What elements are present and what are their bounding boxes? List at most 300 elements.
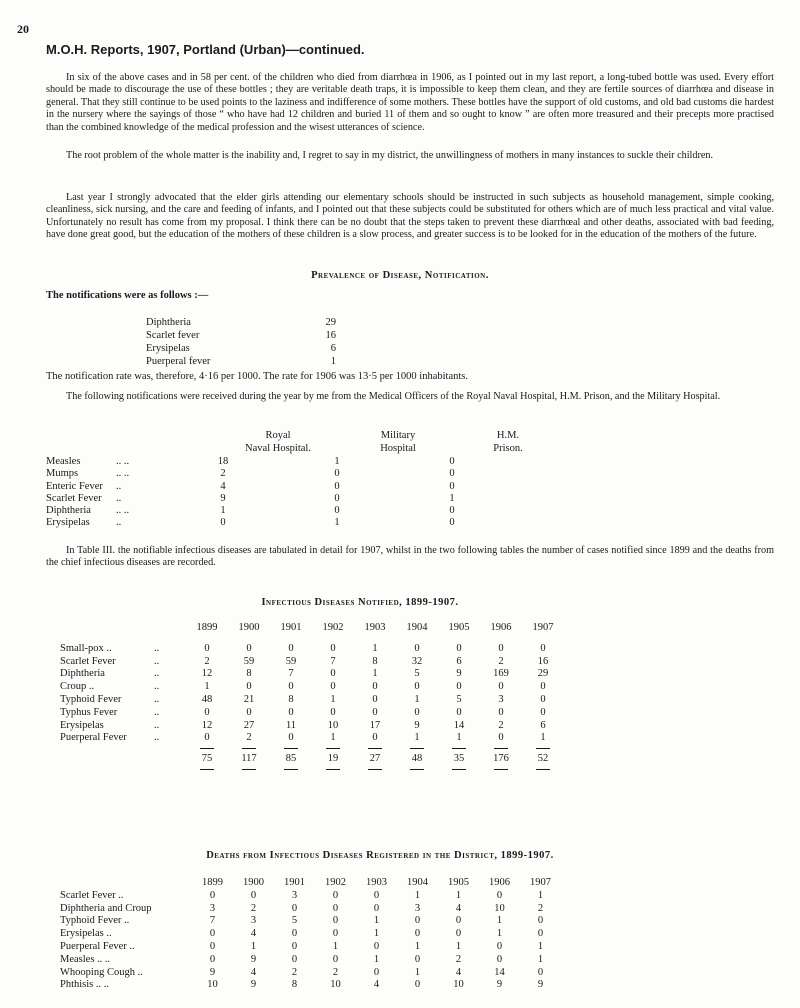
leader-dots: ..: [154, 681, 160, 693]
cell: 9: [456, 668, 462, 680]
disease-name: Puerperal fever: [146, 356, 211, 367]
year-header: 1902: [325, 877, 346, 888]
cell: 0: [373, 940, 380, 952]
cell: 0: [288, 732, 294, 744]
table-row: [46, 456, 508, 468]
rule-cell: [186, 766, 228, 774]
cell: 0: [496, 940, 503, 952]
cell: 0: [372, 681, 378, 693]
spacer: [154, 753, 186, 766]
row-label: Measles .. ..: [60, 953, 111, 965]
cell: 0: [332, 915, 339, 927]
cell: 0: [291, 953, 298, 965]
cell: 0: [537, 915, 544, 927]
cell: 5: [414, 668, 420, 680]
leader-dots: ..: [154, 655, 160, 667]
cell: 1: [372, 642, 378, 654]
cell: 0: [332, 902, 339, 914]
table-row: [60, 694, 564, 707]
rule-line: [452, 748, 466, 749]
cell: 8: [288, 693, 294, 705]
cell: 1: [373, 928, 380, 940]
cell: 1: [330, 732, 336, 744]
spacer-row: [60, 635, 564, 643]
cell: 9: [250, 979, 257, 991]
rule-line: [242, 769, 256, 770]
cell: 0: [498, 681, 504, 693]
total-cell: 27: [369, 753, 381, 765]
cell: 0: [456, 642, 462, 654]
cell: 0: [449, 517, 455, 529]
paragraph-education: Last year I strongly advocated that the elder girls attending our elementary schools should be instructed in such subjects as household management, simple cooking, cleanliness, sick nursing, and the care and feeding of infants, and I pointed out that these subjects could be substituted for others which are of much less practical and vital value. Unfortunately no result has come from my proposal. I think there can be no doubt that the steps taken to prevent these diarrhœal and other deaths, associated with bad feeding, have done great good, but the education of the mothers of these children is a slow process, and greater success is to be looked for in the education of the mothers of the future.: [46, 192, 774, 241]
infectious-heading: Infectious Diseases Notified, 1899-1907.: [261, 597, 459, 608]
cell: 59: [243, 655, 255, 667]
cell: 1: [372, 668, 378, 680]
disease-count: 16: [325, 330, 336, 341]
cell: 16: [537, 655, 549, 667]
leader-dots: ..: [154, 668, 160, 680]
row-label: Croup ..: [60, 681, 95, 693]
cell: 10: [453, 979, 464, 991]
cell: 1: [537, 940, 544, 952]
cell: 5: [291, 915, 298, 927]
cell: 4: [250, 966, 257, 978]
leader-dots: ..: [154, 719, 160, 731]
disease-name: Erysipelas: [146, 343, 190, 354]
col-head-line: Naval Hospital.: [245, 443, 311, 454]
rule-row: [60, 745, 564, 753]
cell: 0: [537, 928, 544, 940]
cell: 0: [540, 681, 546, 693]
spacer: [154, 745, 186, 753]
row-label: Mumps: [46, 468, 79, 480]
cell: 1: [334, 517, 340, 529]
cell: 2: [204, 655, 210, 667]
cell: 9: [209, 966, 216, 978]
cell: 2: [250, 902, 257, 914]
deaths-heading: Deaths from Infectious Diseases Registered in the District, 1899-1907.: [206, 850, 554, 861]
table-row: [60, 941, 561, 954]
cell: 5: [456, 693, 462, 705]
cell: 0: [332, 928, 339, 940]
table-row: [60, 903, 561, 916]
cell: 3: [414, 902, 421, 914]
cell: 0: [209, 953, 216, 965]
cell: 6: [456, 655, 462, 667]
rule-cell: [480, 766, 522, 774]
list-item: [146, 316, 336, 329]
row-label: Scarlet Fever ..: [60, 889, 124, 901]
row-label: Whooping Cough ..: [60, 966, 143, 978]
table-row: [60, 928, 561, 941]
rule-line: [200, 769, 214, 770]
cell: 0: [414, 915, 421, 927]
cell: 3: [209, 902, 216, 914]
year-header: 1907: [530, 877, 551, 888]
col-head-line: Royal: [265, 430, 291, 441]
rule-line: [284, 769, 298, 770]
rule-line: [536, 769, 550, 770]
cell: 2: [246, 732, 252, 744]
year-header: 1900: [238, 622, 260, 633]
cell: 0: [209, 940, 216, 952]
year-header: 1905: [448, 622, 470, 633]
cell: 0: [250, 889, 257, 901]
list-item: [146, 342, 336, 355]
col-head-military: [348, 429, 448, 455]
cell: 1: [540, 732, 546, 744]
year-header: 1901: [280, 622, 302, 633]
cell: 0: [291, 928, 298, 940]
disease-count: 6: [330, 343, 336, 354]
cell: 1: [537, 889, 544, 901]
row-label: Typhus Fever: [60, 706, 118, 718]
table-header-row: [60, 622, 564, 635]
rule-cell: [270, 766, 312, 774]
col-head-royal-naval: [228, 429, 328, 455]
cell: 0: [332, 953, 339, 965]
leader-dots: ..: [116, 492, 122, 504]
cell: 2: [455, 953, 462, 965]
rule-cell: [480, 745, 522, 753]
cell: 0: [414, 642, 420, 654]
cell: 9: [250, 953, 257, 965]
cell: 4: [373, 979, 380, 991]
rule-cell: [522, 766, 564, 774]
rule-cell: [438, 745, 480, 753]
cell: 0: [209, 889, 216, 901]
cell: 0: [414, 979, 421, 991]
year-header: 1904: [407, 877, 428, 888]
cell: 0: [498, 642, 504, 654]
cell: 10: [207, 979, 218, 991]
deaths-table-body: [60, 890, 561, 992]
leader-dots: ..: [154, 706, 160, 718]
year-header: 1906: [489, 877, 510, 888]
table-row: [60, 707, 564, 720]
cell: 0: [449, 468, 455, 480]
disease-name: Scarlet fever: [146, 330, 200, 341]
rule-line: [368, 748, 382, 749]
cell: 0: [414, 681, 420, 693]
rule-cell: [396, 766, 438, 774]
cell: 12: [201, 719, 213, 731]
cell: 0: [204, 706, 210, 718]
hospital-notifications-table: [46, 456, 508, 530]
cell: 0: [204, 642, 210, 654]
spacer: [60, 766, 154, 774]
cell: 1: [456, 732, 462, 744]
cell: 12: [201, 668, 213, 680]
cell: 2: [291, 966, 298, 978]
rule-cell: [354, 745, 396, 753]
cell: 9: [414, 719, 420, 731]
cell: 1: [496, 928, 503, 940]
infectious-table-body: [60, 643, 564, 774]
cell: 0: [330, 668, 336, 680]
cell: 8: [372, 655, 378, 667]
rule-line: [242, 748, 256, 749]
cell: 32: [411, 655, 423, 667]
cell: 1: [334, 456, 340, 467]
cell: 17: [369, 719, 381, 731]
row-label: Phthisis .. ..: [60, 979, 110, 991]
disease-count: 29: [325, 317, 336, 328]
table-row: [46, 517, 508, 529]
header-spacer: [60, 877, 192, 890]
cell: 1: [204, 681, 210, 693]
cell: 0: [330, 642, 336, 654]
rule-line: [200, 748, 214, 749]
row-label: Puerperal Fever ..: [60, 940, 135, 952]
cell: 4: [455, 902, 462, 914]
year-header: 1899: [196, 622, 218, 633]
rule-line: [284, 748, 298, 749]
cell: 0: [456, 706, 462, 718]
cell: 2: [498, 655, 504, 667]
cell: 7: [288, 668, 294, 680]
cell: 48: [201, 693, 213, 705]
spacer: [60, 753, 154, 766]
row-label: Measles: [46, 456, 81, 467]
cell: 0: [456, 681, 462, 693]
paragraph-following-notifications: The following notifications were received during the year by me from the Medical Officers of the Royal Naval Hospital, H.M. Prison, and the Military Hospital.: [66, 391, 721, 402]
cell: 2: [537, 902, 544, 914]
cell: 14: [494, 966, 505, 978]
spacer: [60, 635, 564, 643]
cell: 0: [372, 706, 378, 718]
row-label: Enteric Fever: [46, 480, 103, 492]
totals-row: [60, 753, 564, 766]
header-spacer: [60, 622, 154, 635]
year-header: 1902: [322, 622, 344, 633]
table-row: [60, 668, 564, 681]
cell: 0: [334, 492, 340, 504]
leader-dots: .. ..: [116, 468, 130, 480]
total-cell: 48: [411, 753, 423, 765]
table-row: [60, 967, 561, 980]
cell: 1: [496, 915, 503, 927]
leader-dots: .. ..: [116, 456, 130, 467]
total-cell: 117: [241, 753, 257, 765]
cell: 4: [455, 966, 462, 978]
cell: 1: [455, 940, 462, 952]
cell: 0: [373, 966, 380, 978]
row-label: Diphtheria: [46, 505, 91, 517]
year-header: 1900: [243, 877, 264, 888]
cell: 1: [330, 693, 336, 705]
year-header: 1907: [532, 622, 554, 633]
total-cell: 85: [285, 753, 297, 765]
table-row: [46, 481, 508, 493]
table-row: [60, 681, 564, 694]
cell: 0: [291, 940, 298, 952]
rule-line: [410, 769, 424, 770]
table-header-row: [60, 877, 561, 890]
table-row: [60, 732, 564, 745]
cell: 0: [496, 953, 503, 965]
cell: 0: [372, 693, 378, 705]
paragraph-table-three: In Table III. the notifiable infectious diseases are tabulated in detail for 1907, whilst in the two following tables the number of cases notified since 1899 and the deaths from the chief infectious diseases are recorded.: [46, 545, 774, 569]
rule-cell: [438, 766, 480, 774]
rule-line: [410, 748, 424, 749]
cell: 14: [453, 719, 465, 731]
cell: 9: [220, 492, 226, 504]
year-header: 1903: [364, 622, 386, 633]
cell: 9: [537, 979, 544, 991]
cell: 0: [414, 953, 421, 965]
table-row: [46, 468, 508, 480]
year-header: 1901: [284, 877, 305, 888]
cell: 7: [330, 655, 336, 667]
cell: 0: [455, 915, 462, 927]
cell: 21: [243, 693, 255, 705]
leader-dots: ..: [116, 480, 122, 492]
disease-name: Diphtheria: [146, 317, 191, 328]
cell: 0: [204, 732, 210, 744]
cell: 1: [455, 889, 462, 901]
list-item: [146, 329, 336, 342]
year-header: 1899: [202, 877, 223, 888]
cell: 9: [496, 979, 503, 991]
cell: 10: [330, 979, 341, 991]
rule-cell: [228, 745, 270, 753]
rule-line: [326, 748, 340, 749]
table-row: [60, 979, 561, 992]
cell: 169: [493, 668, 509, 680]
rule-cell: [270, 745, 312, 753]
row-label: Typhoid Fever ..: [60, 915, 130, 927]
cell: 10: [327, 719, 339, 731]
page-number: 20: [17, 22, 29, 36]
list-item: [146, 355, 336, 368]
cell: 0: [373, 902, 380, 914]
total-cell: 52: [537, 753, 549, 765]
table-row: [46, 505, 508, 517]
col-head-line: Hospital: [380, 443, 416, 454]
leader-dots: ..: [154, 732, 160, 744]
cell: 1: [414, 693, 420, 705]
row-label: Erysipelas: [60, 719, 104, 731]
cell: 29: [537, 668, 549, 680]
leader-dots: ..: [116, 517, 122, 529]
row-label: Erysipelas ..: [60, 928, 112, 940]
table-row: [60, 890, 561, 903]
total-cell: 35: [453, 753, 465, 765]
cell: 3: [250, 915, 257, 927]
cell: 0: [246, 681, 252, 693]
cell: 18: [217, 456, 229, 467]
row-label: Scarlet Fever: [46, 492, 102, 504]
cell: 1: [250, 940, 257, 952]
cell: 0: [246, 642, 252, 654]
cell: 0: [288, 681, 294, 693]
rule-line: [326, 769, 340, 770]
cell: 2: [498, 719, 504, 731]
row-label: Erysipelas: [46, 517, 90, 529]
spacer: [60, 745, 154, 753]
rule-cell: [354, 766, 396, 774]
cell: 11: [285, 719, 297, 731]
cell: 1: [414, 966, 421, 978]
rule-cell: [312, 766, 354, 774]
row-label: Small-pox ..: [60, 642, 112, 654]
cell: 0: [540, 706, 546, 718]
rule-cell: [228, 766, 270, 774]
cell: 7: [209, 915, 216, 927]
cell: 0: [373, 889, 380, 901]
table-row: [60, 720, 564, 733]
cell: 4: [220, 480, 226, 492]
running-head: M.O.H. Reports, 1907, Portland (Urban)—continued.: [46, 42, 365, 57]
cell: 59: [285, 655, 297, 667]
col-head-prison: [458, 429, 558, 455]
cell: 2: [220, 468, 226, 480]
table-row: [60, 954, 561, 967]
row-label: Puerperal Fever: [60, 732, 127, 744]
cell: 0: [291, 902, 298, 914]
rule-cell: [396, 745, 438, 753]
spacer: [154, 766, 186, 774]
cell: 1: [414, 889, 421, 901]
cell: 0: [330, 706, 336, 718]
infectious-diseases-table: [60, 622, 564, 774]
cell: 1: [220, 505, 226, 517]
cell: 0: [537, 966, 544, 978]
cell: 0: [414, 928, 421, 940]
cell: 10: [494, 902, 505, 914]
cell: 1: [449, 492, 455, 504]
row-label: Diphtheria: [60, 668, 105, 680]
leader-dots: ..: [154, 642, 160, 654]
notifications-intro: The notifications were as follows :—: [46, 290, 209, 301]
year-header: 1906: [490, 622, 512, 633]
rule-row: [60, 766, 564, 774]
notifications-list: [146, 316, 336, 368]
notification-rate: The notification rate was, therefore, 4·16 per 1000. The rate for 1906 was 13·5 per 1000 inhabitants.: [46, 371, 469, 382]
cell: 2: [332, 966, 339, 978]
cell: 0: [372, 732, 378, 744]
cell: 0: [246, 706, 252, 718]
col-head-line: H.M.: [496, 430, 520, 441]
rule-line: [368, 769, 382, 770]
cell: 1: [414, 732, 420, 744]
cell: 0: [449, 505, 455, 517]
deaths-table: [60, 877, 561, 992]
header-spacer: [154, 622, 186, 635]
cell: 0: [455, 928, 462, 940]
table-row: [60, 656, 564, 669]
cell: 0: [449, 456, 455, 467]
cell: 1: [373, 915, 380, 927]
cell: 1: [332, 940, 339, 952]
cell: 0: [209, 928, 216, 940]
cell: 0: [540, 693, 546, 705]
cell: 0: [220, 517, 226, 529]
cell: 0: [496, 889, 503, 901]
cell: 0: [288, 706, 294, 718]
cell: 6: [540, 719, 546, 731]
cell: 4: [250, 928, 257, 940]
cell: 1: [537, 953, 544, 965]
year-header: 1904: [406, 622, 428, 633]
cell: 1: [373, 953, 380, 965]
cell: 0: [330, 681, 336, 693]
total-cell: 75: [201, 753, 213, 765]
total-cell: 176: [493, 753, 509, 765]
cell: 1: [414, 940, 421, 952]
leader-dots: .. ..: [116, 505, 130, 517]
